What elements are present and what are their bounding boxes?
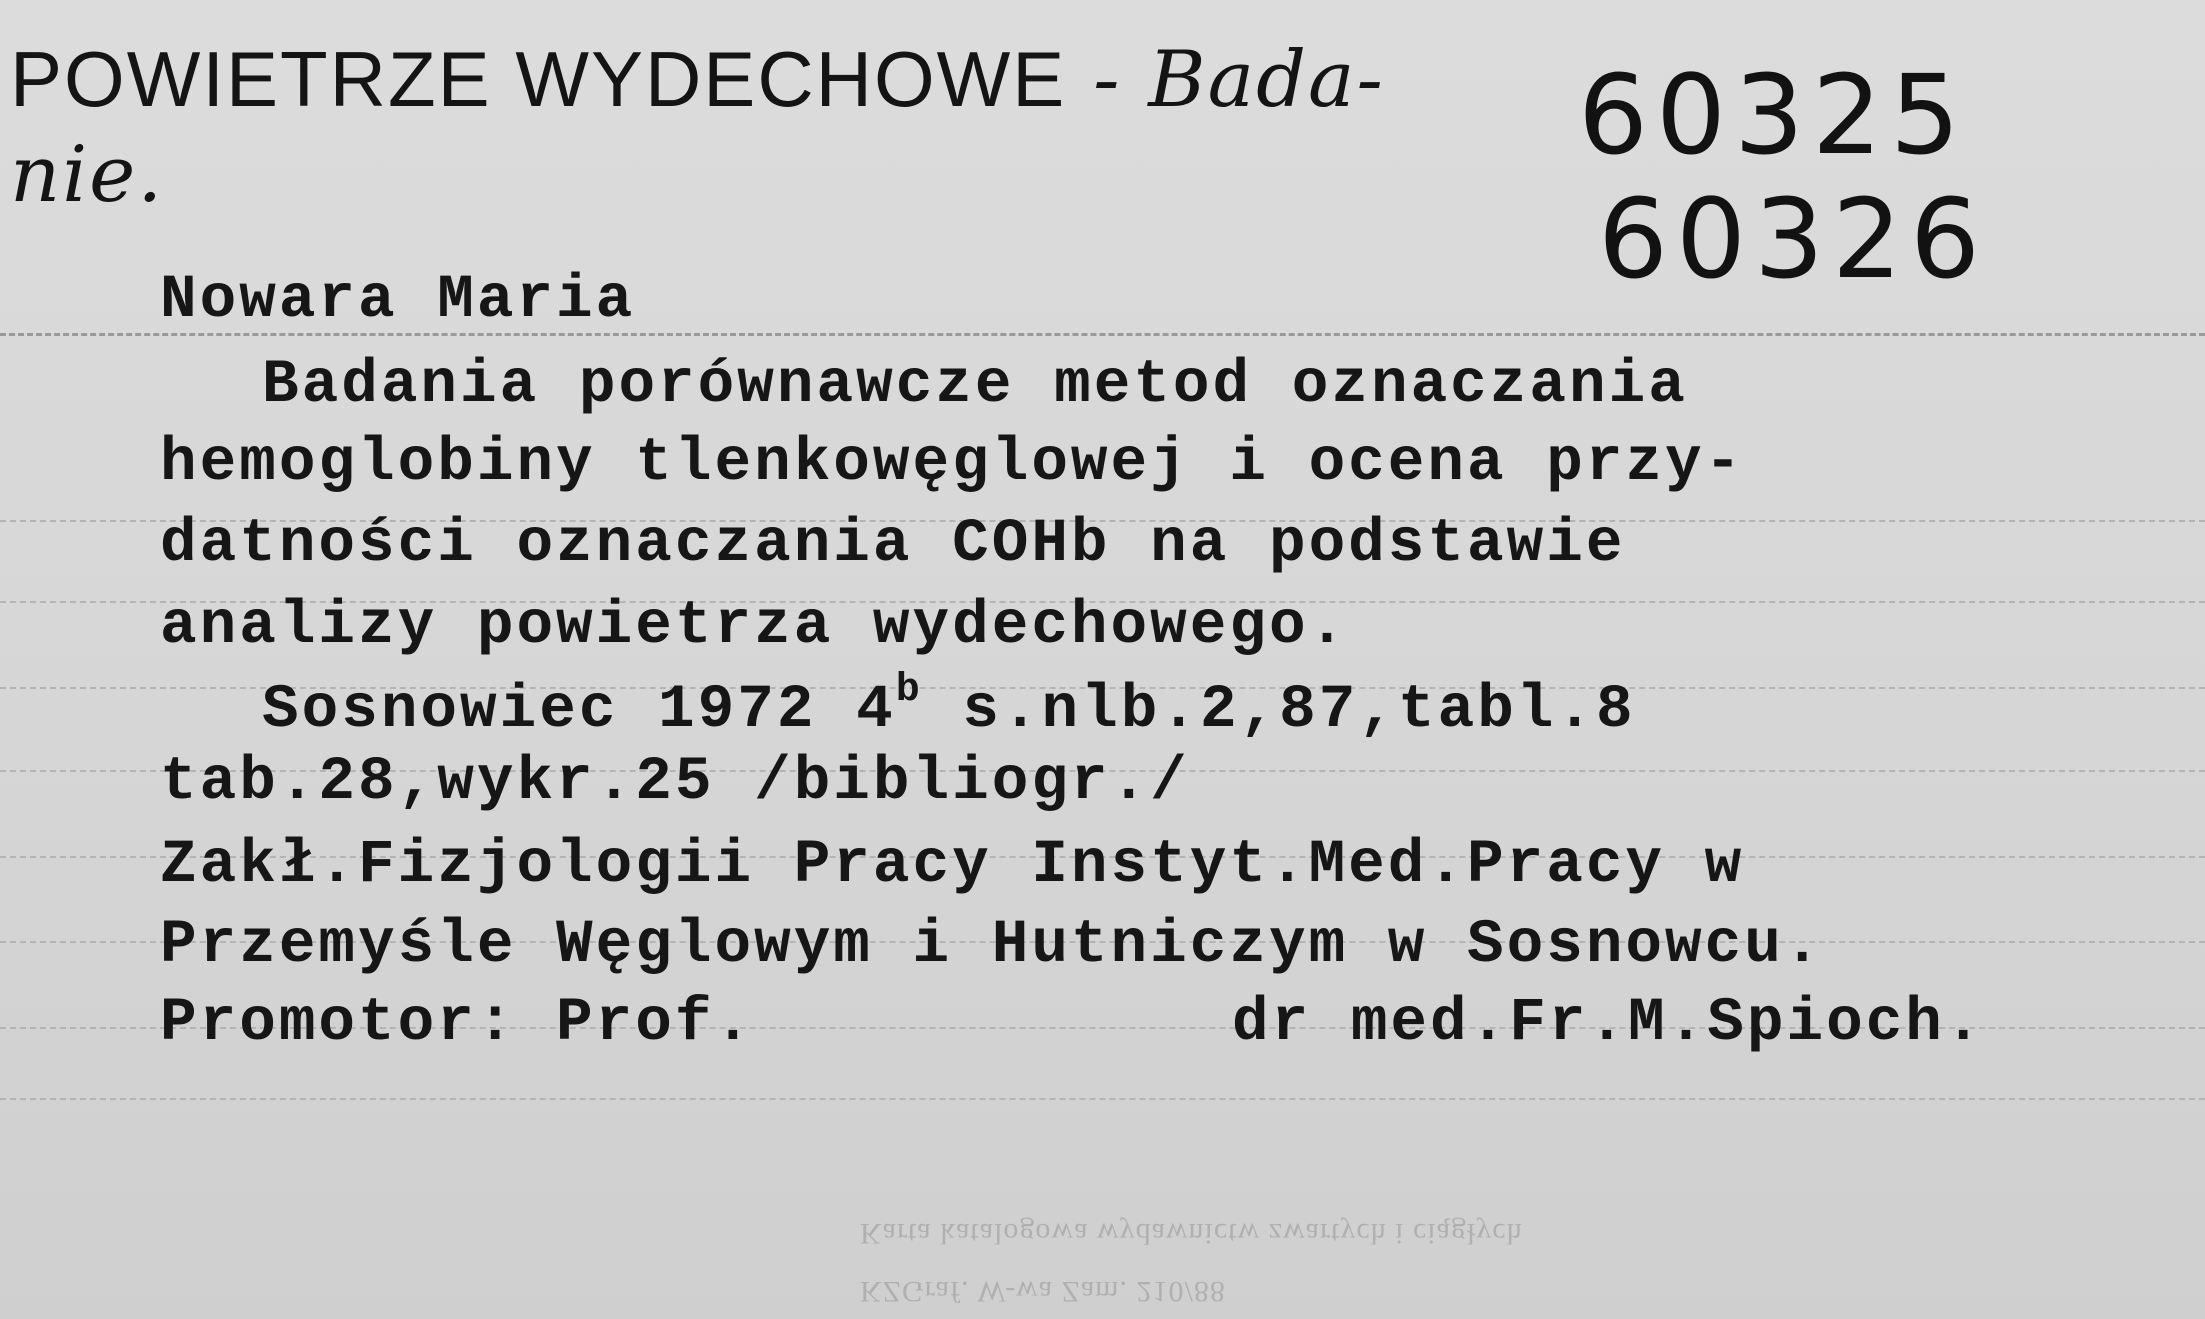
imprint-place-date: Sosnowiec 1972 4 bbox=[262, 676, 896, 745]
title-line: analizy powietrza wydechowego. bbox=[160, 592, 1349, 661]
format-superscript: b bbox=[895, 668, 923, 713]
call-number: 60325 bbox=[1578, 51, 1968, 179]
subject-heading bbox=[10, 35, 1385, 125]
institution-line: Przemyśle Węglowym i Hutniczym w Sosnowcu. bbox=[160, 911, 1824, 980]
promoter-label: Promotor: Prof. bbox=[160, 989, 755, 1058]
collation-line: tab.28,wykr.25 /bibliogr./ bbox=[160, 748, 1190, 817]
imprint-pagination: s.nlb.2,87,tabl.8 bbox=[922, 676, 1636, 745]
heading-dash: - bbox=[1066, 35, 1149, 125]
title-line: datności oznaczania COHb na podstawie bbox=[160, 510, 1626, 579]
subject-subdivision: Bada- bbox=[1148, 35, 1385, 125]
call-number: 60326 bbox=[1598, 175, 1988, 303]
author-name: Nowara Maria bbox=[160, 266, 636, 335]
footer-bleed-line: KZGraf. W-wa Zam. 210/88 bbox=[860, 1275, 1226, 1308]
subject-heading-text: POWIETRZE WYDECHOWE bbox=[10, 35, 1067, 123]
institution-line: Zakł.Fizjologii Pracy Instyt.Med.Pracy w bbox=[160, 831, 1745, 900]
title-line: Badania porównawcze metod oznaczania bbox=[262, 351, 1688, 420]
title-line: hemoglobiny tlenkowęglowej i ocena przy- bbox=[160, 429, 1745, 498]
promoter-name: dr med.Fr.M.Spioch. bbox=[1232, 989, 1985, 1058]
subject-subdivision-continued: nie. bbox=[10, 130, 165, 220]
imprint-line bbox=[262, 668, 1636, 745]
footer-bleed-line: Karta katalogowa wydawnictw zwartych i ciągłych bbox=[860, 1217, 1523, 1250]
ruled-line bbox=[0, 1098, 2205, 1100]
